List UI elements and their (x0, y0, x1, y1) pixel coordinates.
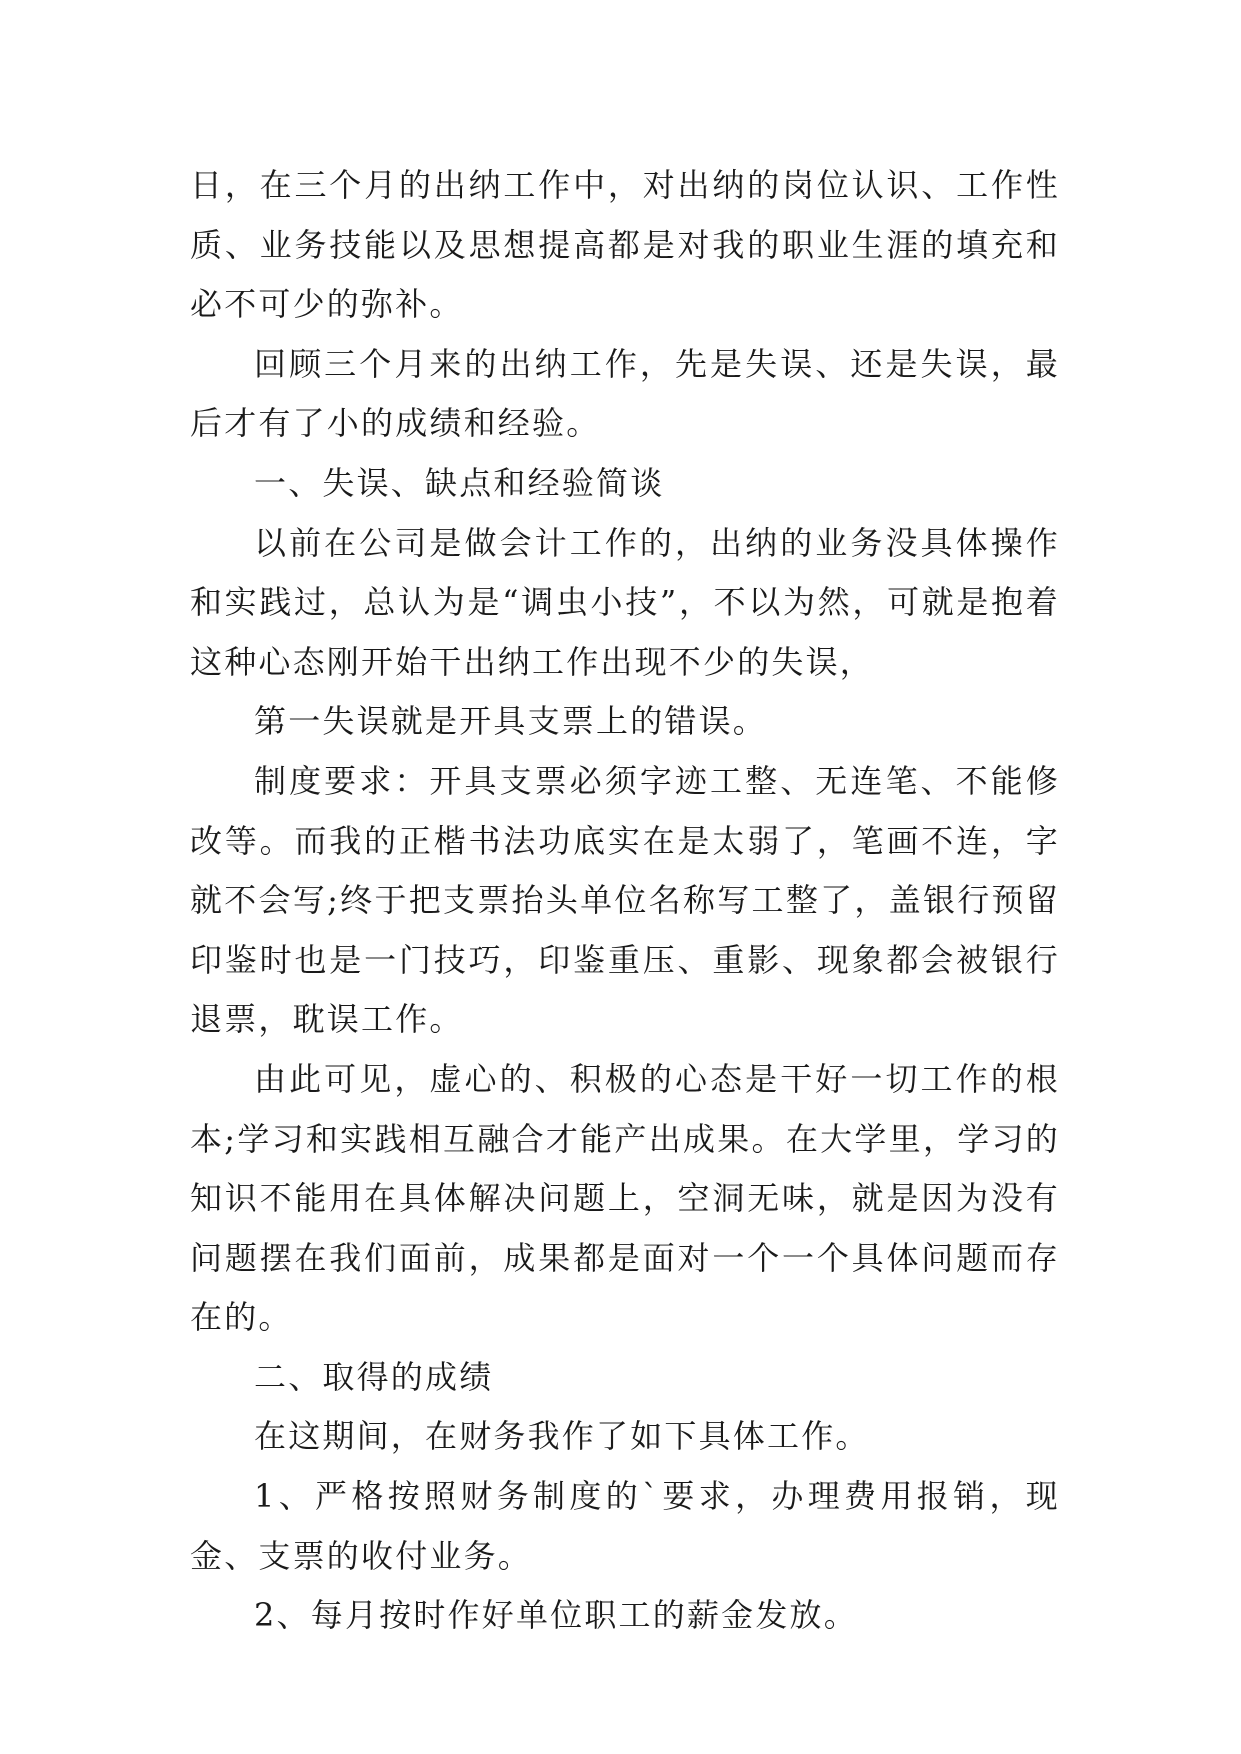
paragraph-9: 在这期间，在财务我作了如下具体工作。 (254, 1417, 870, 1456)
section-heading-2: 二、取得的成绩 (254, 1357, 494, 1396)
paragraph-5: 第一失误就是开具支票上的错误。 (254, 702, 768, 741)
paragraph-1: 日，在三个月的出纳工作中，对出纳的岗位认识、工作性质、业务技能以及思想提高都是对我的职业生涯的填充和必不可少的弥补。 (190, 166, 1060, 324)
paragraph-2: 回顾三个月来的出纳工作，先是失误、还是失误，最后才有了小的成绩和经验。 (190, 344, 1060, 443)
list-item-2: 2、每月按时作好单位职工的薪金发放。 (254, 1596, 858, 1635)
paragraph-7: 由此可见，虚心的、积极的心态是干好一切工作的根本;学习和实践相互融合才能产出成果。在大学里，学习的知识不能用在具体解决问题上，空洞无味，就是因为没有问题摆在我们面前，成果都是面对一个一个具体问题而存在的。 (190, 1059, 1060, 1337)
section-heading-1: 一、失误、缺点和经验简谈 (254, 463, 665, 502)
document-body (190, 156, 1060, 1646)
list-item-1: 1、严格按照财务制度的`要求，办理费用报销，现金、支票的收付业务。 (190, 1477, 1060, 1575)
paragraph-4: 以前在公司是做会计工作的，出纳的业务没具体操作和实践过，总认为是“调虫小技”，不以为然，可就是抱着这种心态刚开始干出纳工作出现不少的失误， (190, 523, 1060, 681)
paragraph-6: 制度要求：开具支票必须字迹工整、无连笔、不能修改等。而我的正楷书法功底实在是太弱了，笔画不连，字就不会写;终于把支票抬头单位名称写工整了，盖银行预留印鉴时也是一门技巧，印鉴重压、重影、现象都会被银行退票，耽误工作。 (190, 761, 1060, 1039)
